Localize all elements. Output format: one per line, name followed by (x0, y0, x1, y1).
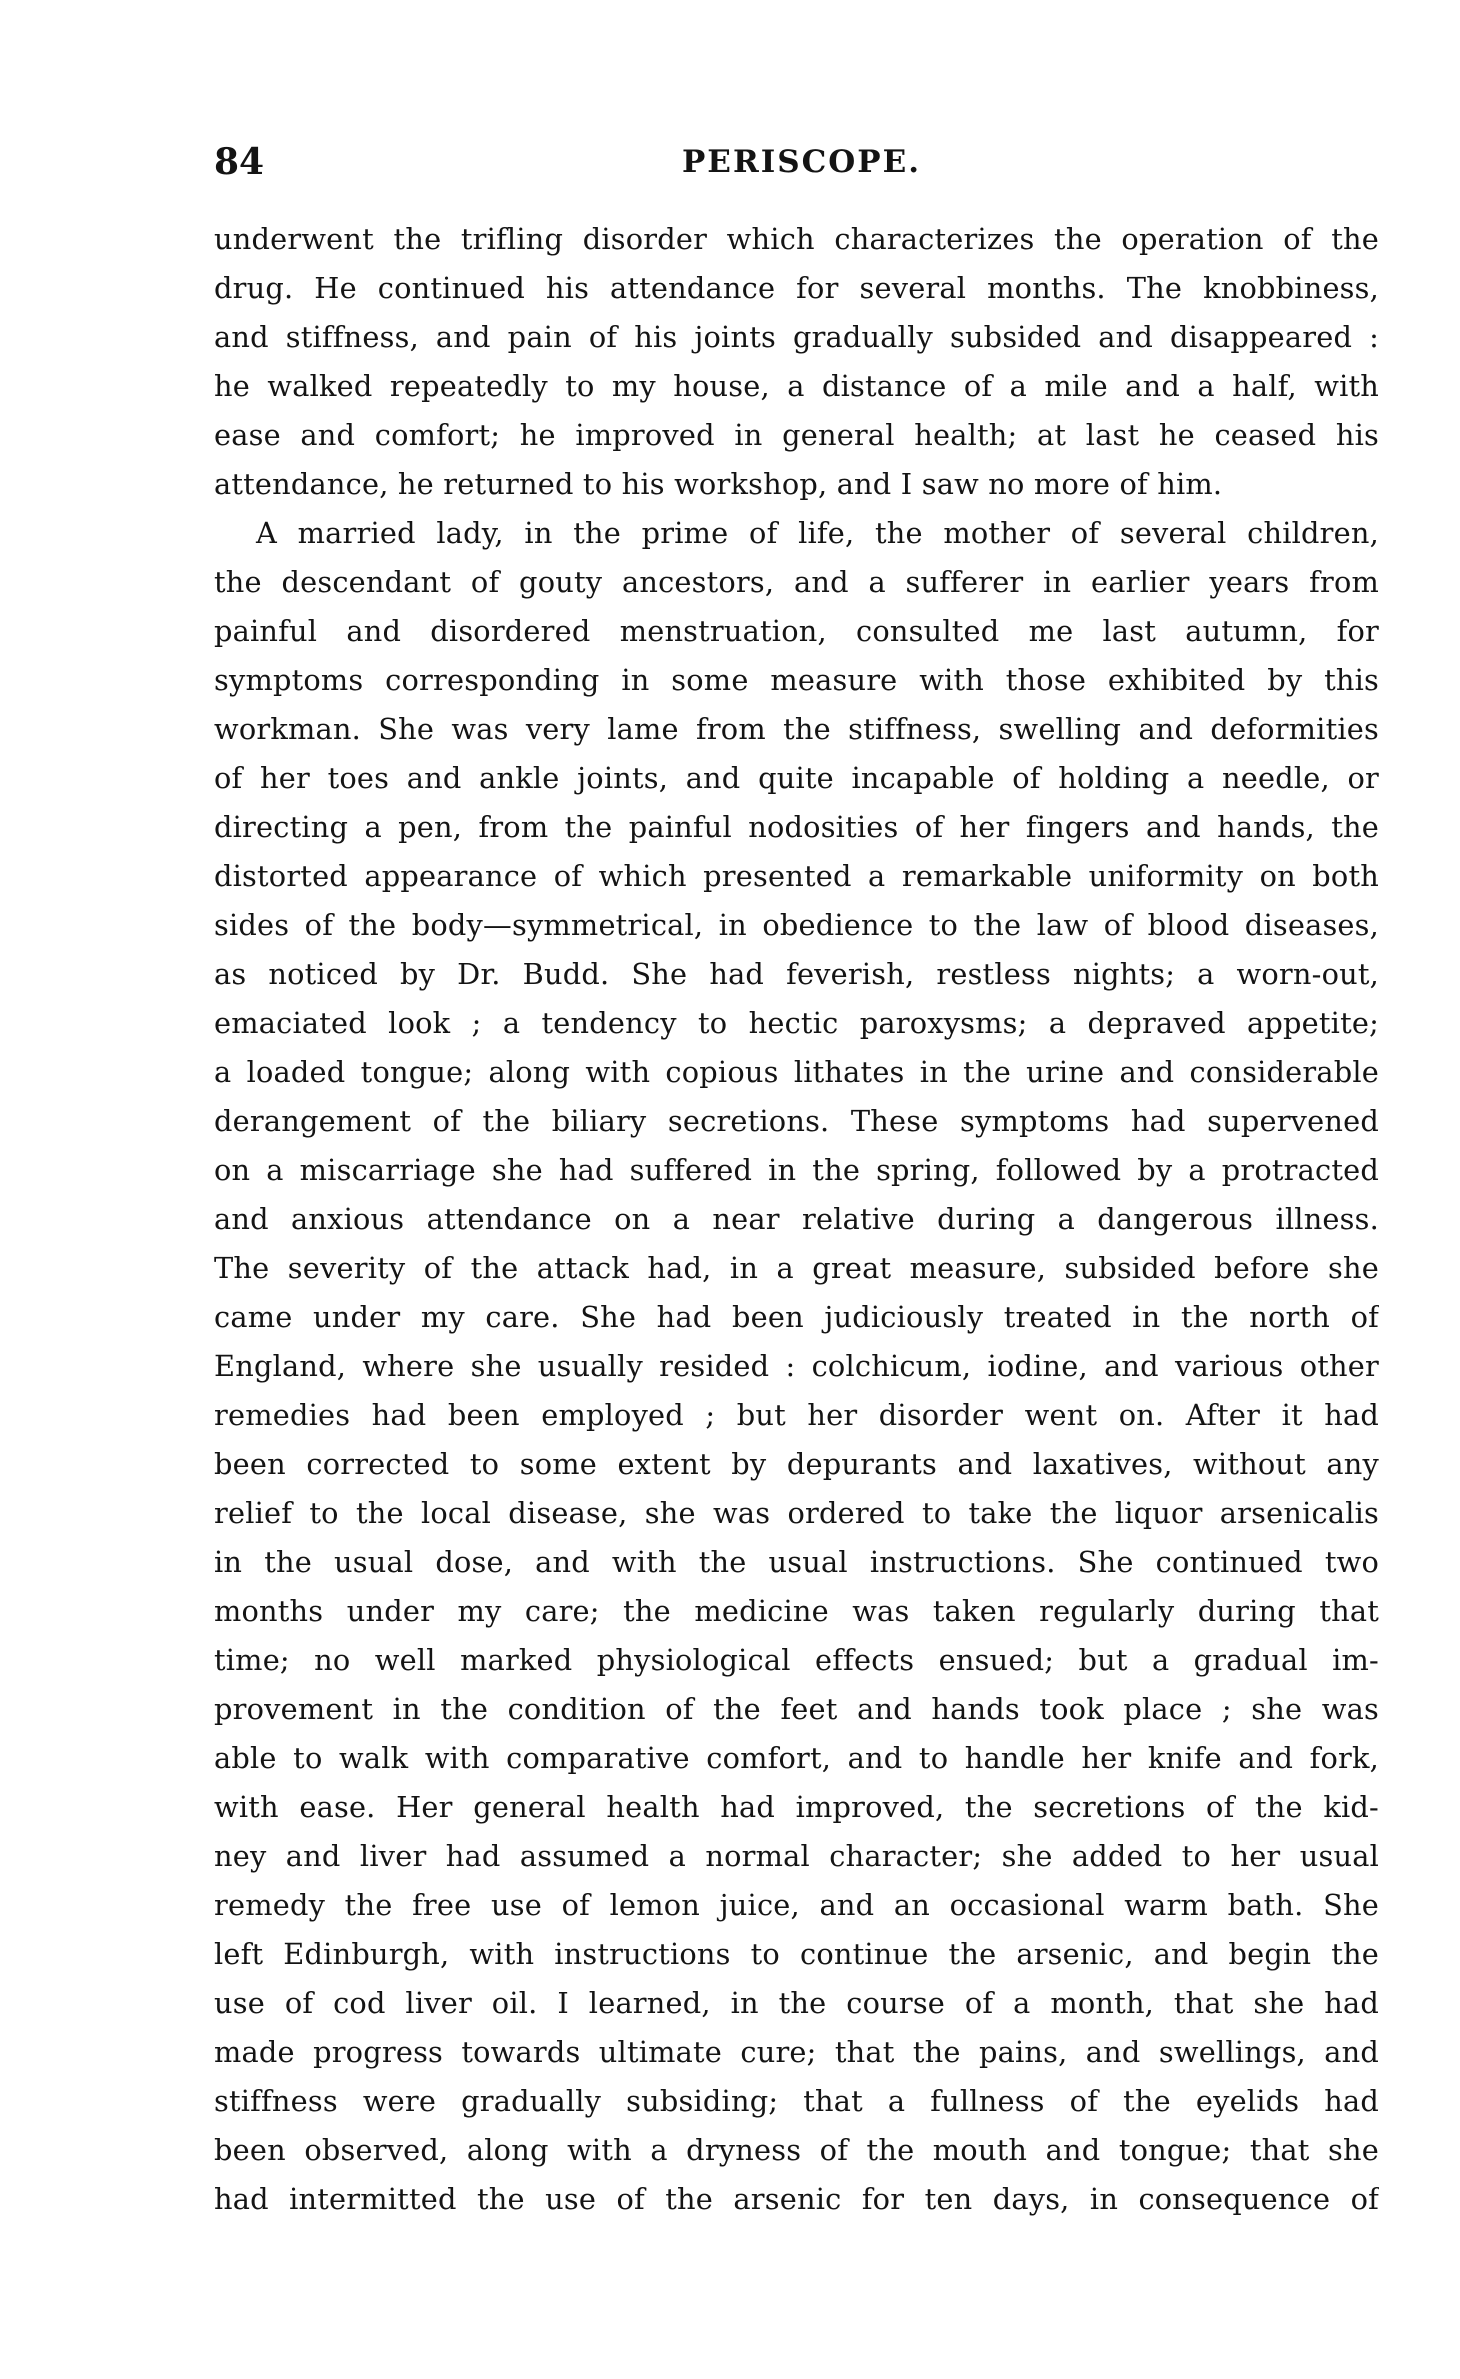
text-line: emaciated look ; a tendency to hectic paroxysms; a depraved appetite; (214, 1006, 1379, 1040)
text-line: stiffness were gradually subsiding; that a fullness of the eyelids had (214, 2084, 1379, 2118)
text-line: a loaded tongue; along with copious lithates in the urine and considerable (214, 1055, 1379, 1089)
text-line: England, where she usually resided : colchicum, iodine, and various other (214, 1349, 1379, 1383)
text-line: The severity of the attack had, in a great measure, subsided before she (214, 1251, 1379, 1285)
text-line: ease and comfort; he improved in general health; at last he ceased his (214, 418, 1379, 452)
text-line: and stiffness, and pain of his joints gradually subsided and disappeared : (214, 320, 1379, 354)
body-text (214, 215, 1379, 2224)
text-line: workman. She was very lame from the stiffness, swelling and deformities (214, 712, 1379, 746)
text-line: on a miscarriage she had suffered in the spring, followed by a protracted (214, 1153, 1379, 1187)
text-line: symptoms corresponding in some measure with those exhibited by this (214, 663, 1379, 697)
text-line: been observed, along with a dryness of the mouth and tongue; that she (214, 2133, 1379, 2167)
text-line: with ease. Her general health had improved, the secretions of the kid- (214, 1790, 1379, 1824)
text-line: left Edinburgh, with instructions to continue the arsenic, and begin the (214, 1937, 1379, 1971)
text-line: as noticed by Dr. Budd. She had feverish, restless nights; a worn-out, (214, 957, 1379, 991)
text-line: A married lady, in the prime of life, the mother of several children, (256, 516, 1379, 550)
text-line: underwent the trifling disorder which characterizes the operation of the (214, 222, 1379, 256)
text-line: and anxious attendance on a near relative during a dangerous illness. (214, 1202, 1379, 1236)
text-line: had intermitted the use of the arsenic for ten days, in consequence of (214, 2182, 1379, 2216)
text-line: ney and liver had assumed a normal character; she added to her usual (214, 1839, 1379, 1873)
text-line: of her toes and ankle joints, and quite incapable of holding a needle, or (214, 761, 1379, 795)
text-line: been corrected to some extent by depurants and laxatives, without any (214, 1447, 1379, 1481)
text-line: directing a pen, from the painful nodosities of her fingers and hands, the (214, 810, 1379, 844)
text-line: came under my care. She had been judiciously treated in the north of (214, 1300, 1379, 1334)
running-head: PERISCOPE. (682, 144, 921, 180)
text-line: months under my care; the medicine was taken regularly during that (214, 1594, 1379, 1628)
text-line: made progress towards ultimate cure; that the pains, and swellings, and (214, 2035, 1379, 2069)
text-line: derangement of the biliary secretions. These symptoms had supervened (214, 1104, 1379, 1138)
text-line: time; no well marked physiological effects ensued; but a gradual im- (214, 1643, 1379, 1677)
text-line: in the usual dose, and with the usual instructions. She continued two (214, 1545, 1379, 1579)
text-line: distorted appearance of which presented a remarkable uniformity on both (214, 859, 1379, 893)
text-line: sides of the body—symmetrical, in obedience to the law of blood diseases, (214, 908, 1379, 942)
text-line: drug. He continued his attendance for several months. The knobbiness, (214, 271, 1379, 305)
text-line: attendance, he returned to his workshop, and I saw no more of him. (214, 467, 1223, 501)
text-line: remedies had been employed ; but her disorder went on. After it had (214, 1398, 1379, 1432)
text-line: the descendant of gouty ancestors, and a sufferer in earlier years from (214, 565, 1379, 599)
text-line: use of cod liver oil. I learned, in the course of a month, that she had (214, 1986, 1379, 2020)
page-number: 84 (214, 141, 265, 183)
text-line: remedy the free use of lemon juice, and an occasional warm bath. She (214, 1888, 1379, 1922)
text-line: he walked repeatedly to my house, a distance of a mile and a half, with (214, 369, 1379, 403)
text-line: provement in the condition of the feet and hands took place ; she was (214, 1692, 1379, 1726)
text-line: relief to the local disease, she was ordered to take the liquor arsenicalis (214, 1496, 1379, 1530)
page-header (214, 136, 1379, 188)
text-line: able to walk with comparative comfort, and to handle her knife and fork, (214, 1741, 1379, 1775)
text-line: painful and disordered menstruation, consulted me last autumn, for (214, 614, 1379, 648)
